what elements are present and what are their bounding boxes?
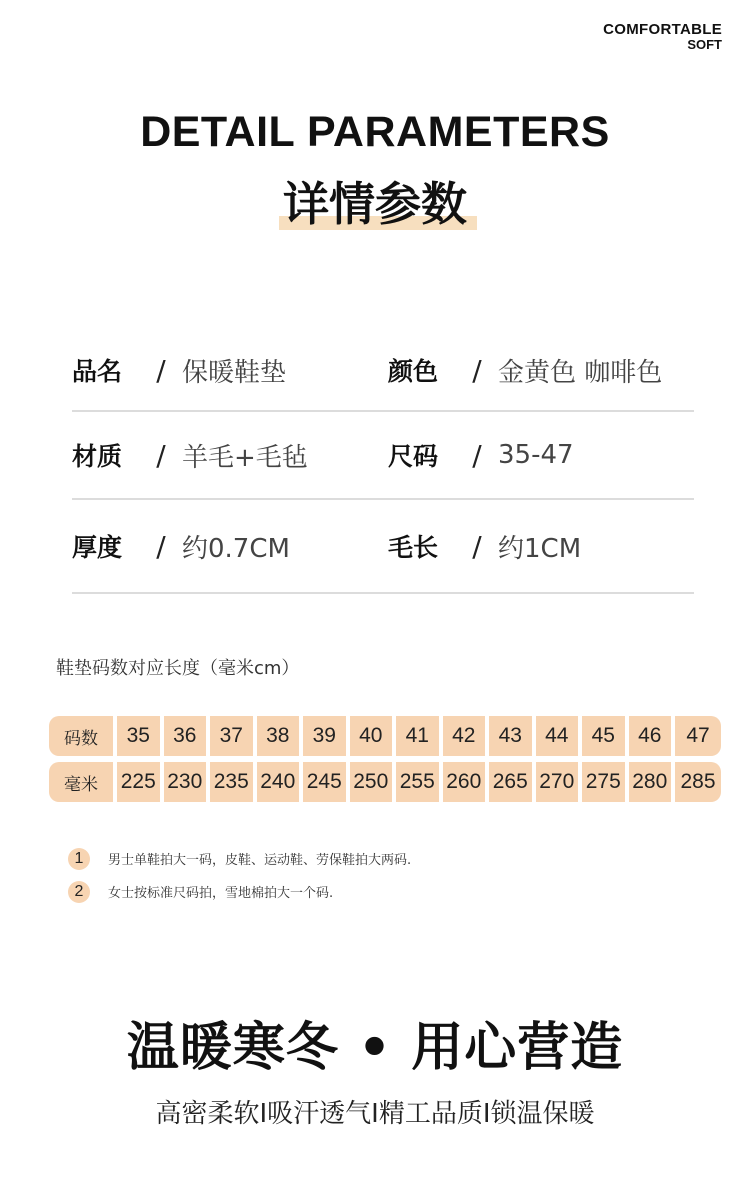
param-separator: / [472,529,482,563]
param-row [72,412,694,500]
brand-tag [603,22,722,51]
size-cell: 38 [257,716,300,756]
param-label: 毛长 [388,533,439,562]
length-cell: 230 [164,762,207,802]
note-number-badge: 2 [68,881,90,903]
note-text: 男士单鞋拍大一码，皮鞋、运动鞋、劳保鞋拍大两码. [108,853,412,868]
param-separator: / [156,529,166,563]
length-cell: 260 [443,762,486,802]
size-cell: 44 [536,716,579,756]
length-cell: 255 [396,762,439,802]
size-chart-table [49,716,722,808]
page-title-cn: 详情参数 [279,168,471,234]
page-title-cn-wrap [0,168,750,234]
size-cell: 45 [582,716,625,756]
size-cell: 47 [675,716,721,756]
size-notes [68,842,411,908]
param-cell [388,500,581,592]
param-cell [72,330,286,410]
length-cell: 285 [675,762,721,802]
param-label: 品名 [72,357,123,386]
param-label: 材质 [72,442,123,471]
size-cell: 42 [443,716,486,756]
size-row-sizes [49,716,722,756]
param-separator: / [472,438,482,472]
note-text: 女士按标准尺码拍，雪地棉拍大一个码. [108,886,334,901]
size-cell: 39 [303,716,346,756]
param-separator: / [156,438,166,472]
size-row-lengths [49,762,722,802]
length-cell: 245 [303,762,346,802]
size-row-header: 毫米 [49,762,113,802]
footer-slogan: 温暖寒冬 • 用心营造 [126,1018,624,1078]
param-label: 厚度 [72,533,123,562]
param-label: 颜色 [388,357,439,386]
param-value: 35-47 [498,440,574,470]
param-value: 保暖鞋垫 [182,357,287,388]
length-cell: 225 [117,762,160,802]
param-value: 羊毛+毛毡 [182,442,308,473]
param-separator: / [156,353,166,387]
size-cell: 37 [210,716,253,756]
param-label: 尺码 [388,442,439,471]
note-number-badge: 1 [68,848,90,870]
size-cell: 46 [629,716,672,756]
note-item [68,875,411,908]
length-cell: 240 [257,762,300,802]
param-value: 约1CM [498,533,582,564]
brand-line-1: COMFORTABLE [603,21,722,38]
param-cell [388,412,574,498]
size-cell: 40 [350,716,393,756]
parameter-table [72,330,694,594]
page-title-en: DETAIL PARAMETERS [140,108,610,156]
length-cell: 270 [536,762,579,802]
param-cell [72,500,290,592]
param-separator: / [472,353,482,387]
length-cell: 235 [210,762,253,802]
size-cell: 35 [117,716,160,756]
length-cell: 250 [350,762,393,802]
size-chart-title: 鞋垫码数对应长度（毫米cm） [56,658,300,679]
param-row [72,330,694,412]
size-cell: 43 [489,716,532,756]
param-value: 约0.7CM [182,533,290,564]
param-cell [388,330,662,410]
length-cell: 275 [582,762,625,802]
size-cell: 36 [164,716,207,756]
note-item [68,842,411,875]
brand-line-2: SOFT [687,36,722,52]
param-value: 金黄色 咖啡色 [498,357,663,388]
length-cell: 280 [629,762,672,802]
footer-tagline: 高密柔软I吸汗透气I精工品质I锁温保暖 [155,1099,595,1129]
param-row [72,500,694,594]
param-cell [72,412,308,498]
size-cell: 41 [396,716,439,756]
size-row-header: 码数 [49,716,113,756]
length-cell: 265 [489,762,532,802]
